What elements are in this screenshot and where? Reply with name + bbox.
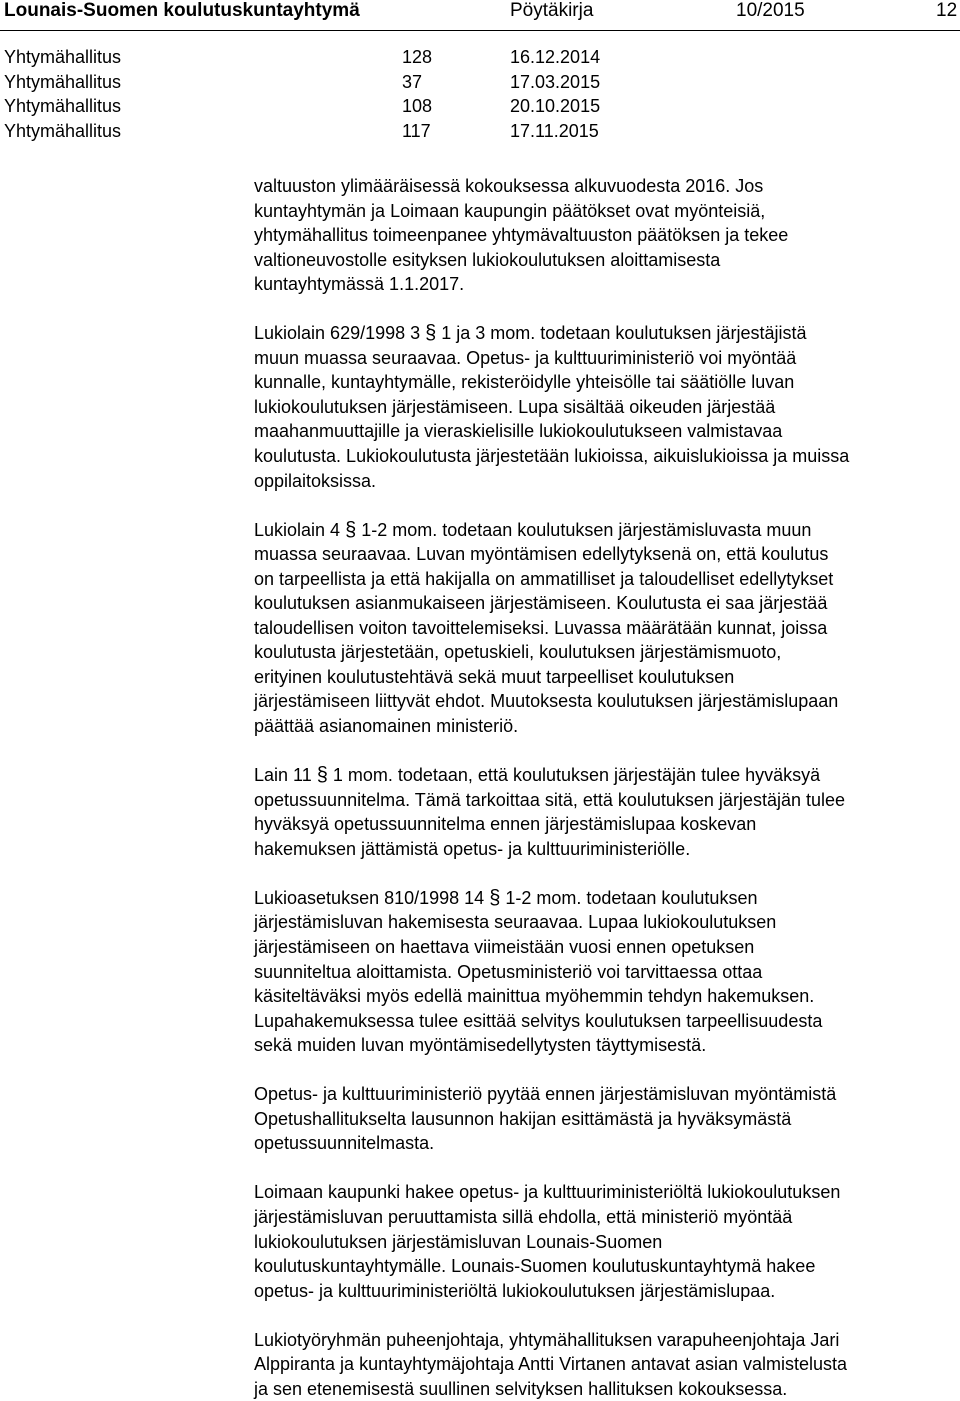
organization-name: Lounais-Suomen koulutuskuntayhtymä	[4, 0, 360, 21]
text-line: koulutusta. Lukiokoulutusta järjestetään lukioissa, aikuislukioissa ja muissa	[254, 446, 850, 467]
text-line: järjestämiseen liittyvät ehdot. Muutoksesta koulutuksen järjestämislupaan	[254, 691, 839, 712]
text-line: Loimaan kaupunki hakee opetus- ja kulttuuriministeriöltä lukiokoulutuksen	[254, 1182, 841, 1203]
text-line: Lain 11 § 1 mom. todetaan, että koulutuksen järjestäjän tulee hyväksyä	[254, 764, 821, 787]
text-line: opetus- ja kulttuuriministeriöltä lukiokoulutuksen järjestämislupaa.	[254, 1280, 776, 1301]
text-line: koulutuksen asianmukaiseen järjestämiseen. Koulutusta ei saa järjestää	[254, 593, 828, 614]
history-section: 128	[402, 47, 433, 67]
history-body: Yhtymähallitus	[4, 47, 122, 67]
history-body: Yhtymähallitus	[4, 120, 122, 141]
body-paragraph	[254, 518, 954, 739]
text-line: opetussuunnitelma. Tämä tarkoittaa sitä, että koulutuksen järjestäjän tulee	[254, 789, 846, 810]
history-section: 108	[402, 96, 433, 117]
text-line: valtuuston ylimääräisessä kokouksessa alkuvuodesta 2016. Jos	[254, 176, 764, 196]
text-line: koulutuskuntayhtymälle. Lounais-Suomen koulutuskuntayhtymä hakee	[254, 1256, 816, 1277]
text-line: hyväksyä opetussuunnitelma ennen järjestämislupaa koskevan	[254, 814, 757, 835]
text-line: on tarpeellista ja että hakijalla on ammatilliset ja taloudelliset edellytykset	[254, 568, 834, 589]
page-number: 12	[936, 0, 958, 21]
text-line: koulutusta järjestetään, opetuskieli, koulutuksen järjestämismuoto,	[254, 642, 782, 663]
text-line: hakemuksen jättämistä opetus- ja kulttuuriministeriölle.	[254, 838, 691, 859]
body-paragraph	[254, 1180, 954, 1303]
body-paragraph	[254, 1082, 954, 1156]
text-line: kunnalle, kuntayhtymälle, rekisteröidylle yhteisölle tai säätiölle luvan	[254, 372, 795, 393]
history-body: Yhtymähallitus	[4, 96, 122, 117]
text-line: taloudellisen voiton tavoittelemiseksi. Luvassa määrätään kunnat, joissa	[254, 617, 828, 638]
text-line: kuntayhtymässä 1.1.2017.	[254, 274, 465, 295]
text-line: järjestämiseen on haettava viimeistään vuosi ennen opetuksen	[254, 936, 755, 957]
text-line: valtioneuvostolle esityksen lukiokoulutuksen aloittamisesta	[254, 249, 721, 270]
text-line: käsiteltäväksi myös edellä mainittua myöhemmin tehdyn hakemuksen.	[254, 986, 815, 1007]
text-line: lukiokoulutuksen järjestämisluvan Lounais-Suomen	[254, 1231, 663, 1252]
body-paragraph	[254, 1328, 954, 1401]
text-line: ja sen etenemisestä suullinen selvityksen hallituksen kokouksessa.	[254, 1378, 788, 1399]
history-date: 20.10.2015	[510, 96, 601, 117]
text-line: oppilaitoksissa.	[254, 470, 377, 491]
document-type: Pöytäkirja	[510, 0, 594, 21]
text-line: yhtymähallitus toimeenpanee yhtymävaltuuston päätöksen ja tekee	[254, 225, 789, 246]
body-paragraph	[254, 174, 954, 297]
text-line: Lukiolain 629/1998 3 § 1 ja 3 mom. todetaan koulutuksen järjestäjistä	[254, 322, 807, 345]
history-body: Yhtymähallitus	[4, 71, 122, 92]
history-section: 37	[402, 71, 423, 92]
text-line: Opetushallitukselta lausunnon hakijan esittämästä ja hyväksymästä	[254, 1108, 792, 1129]
text-line: Lukioasetuksen 810/1998 14 § 1-2 mom. todetaan koulutuksen	[254, 886, 758, 909]
text-line: sekä muiden luvan myöntämisedellytysten täyttymisestä.	[254, 1035, 707, 1056]
text-line: Alppiranta ja kuntayhtymäjohtaja Antti Virtanen antavat asian valmistelusta	[254, 1354, 848, 1375]
header-divider	[0, 30, 960, 31]
body-paragraph	[254, 321, 954, 493]
text-line: erityinen koulutustehtävä sekä muut tarpeelliset koulutuksen	[254, 666, 735, 687]
text-line: Lupahakemuksessa tulee esittää selvitys koulutuksen tarpeellisuudesta	[254, 1010, 823, 1031]
document-number: 10/2015	[736, 0, 805, 21]
text-line: järjestämisluvan hakemisesta seuraavaa. Lupaa lukiokoulutuksen	[254, 912, 777, 933]
text-line: päättää asianomainen ministeriö.	[254, 716, 519, 737]
text-line: suunniteltua aloittamista. Opetusministeriö voi tarvittaessa ottaa	[254, 961, 763, 982]
text-line: Opetus- ja kulttuuriministeriö pyytää ennen järjestämisluvan myöntämistä	[254, 1084, 837, 1105]
body-paragraph	[254, 763, 954, 861]
text-line: muun muassa seuraavaa. Opetus- ja kulttuuriministeriö voi myöntää	[254, 347, 797, 368]
text-line: Lukiotyöryhmän puheenjohtaja, yhtymähallituksen varapuheenjohtaja Jari	[254, 1329, 840, 1350]
text-line: kuntayhtymän ja Loimaan kaupungin päätökset ovat myönteisiä,	[254, 200, 766, 221]
text-line: lukiokoulutuksen järjestämiseen. Lupa sisältää oikeuden järjestää	[254, 396, 776, 417]
text-line: Lukiolain 4 § 1-2 mom. todetaan koulutuksen järjestämisluvasta muun	[254, 518, 812, 541]
history-section: 117	[402, 120, 431, 141]
minutes-body	[254, 174, 954, 1401]
text-line: järjestämisluvan peruuttamista sillä ehdolla, että ministeriö myöntää	[254, 1206, 793, 1227]
text-line: muassa seuraavaa. Luvan myöntämisen edellytyksenä on, että koulutus	[254, 544, 829, 565]
history-date: 17.11.2015	[510, 120, 599, 141]
body-paragraph	[254, 886, 954, 1058]
history-date: 16.12.2014	[510, 47, 601, 67]
text-line: maahanmuuttajille ja vieraskielisille lukiokoulutukseen valmistavaa	[254, 421, 783, 442]
history-date: 17.03.2015	[510, 71, 601, 92]
text-line: opetussuunnitelmasta.	[254, 1133, 435, 1154]
page-header	[0, 0, 960, 32]
